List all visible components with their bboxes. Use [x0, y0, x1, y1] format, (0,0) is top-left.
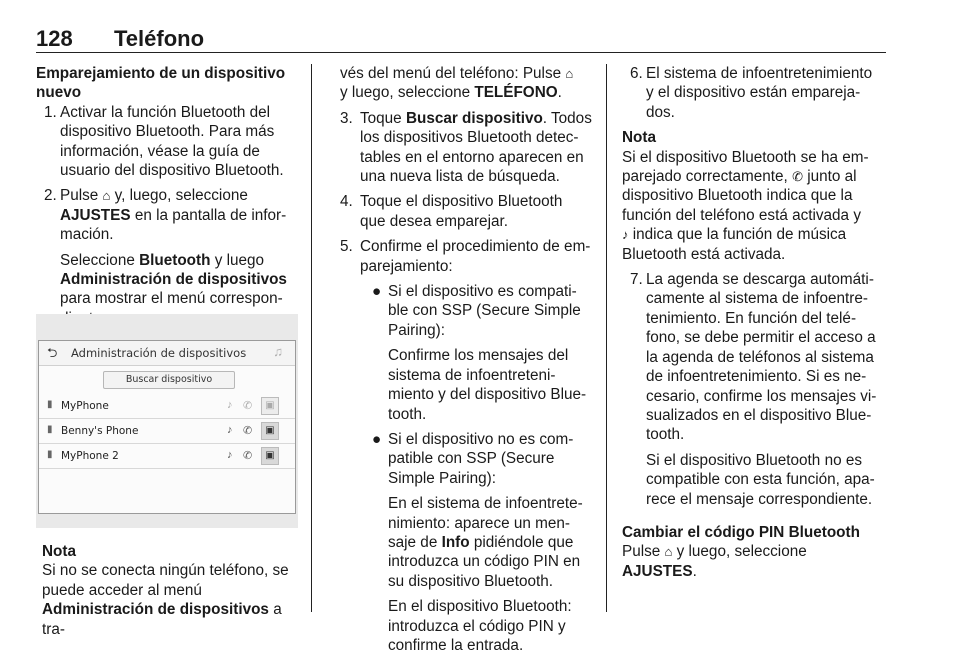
- screen-title: Administración de dispositivos: [71, 346, 247, 360]
- call-icon: ✆: [243, 400, 253, 412]
- device-management-screenshot: [36, 314, 298, 528]
- call-icon: ✆: [243, 425, 253, 437]
- music-icon: ♪: [622, 227, 629, 243]
- note-label: Nota: [622, 129, 656, 147]
- bullet-item: ● Si el dispositivo no es com- patible con SSP (Secure Simple Pairing):: [372, 430, 574, 487]
- list-item: 2. Pulse ⌂ y, luego, seleccione AJUSTES en la pantalla de infor- mación.: [44, 187, 287, 244]
- home-icon: ⌂: [102, 188, 111, 204]
- music-icon: ♪: [227, 424, 233, 436]
- search-device-button: Buscar dispositivo: [103, 371, 235, 389]
- paragraph: Confirme los mensajes del sistema de infoentreteni- miento y del dispositivo Blue- tooth.: [388, 347, 587, 423]
- delete-icon: ▣: [261, 422, 279, 440]
- list-item: 4. Toque el dispositivo Bluetooth que desea emparejar.: [340, 193, 563, 230]
- note-text: Si el dispositivo Bluetooth se ha em- parejado correctamente, ✆ junto al dispositivo Bluetooth indica que la función del teléfono está activada y ♪ indica que la función de música Bluetooth está activada.: [622, 148, 869, 263]
- phone-icon: ▮: [47, 424, 53, 435]
- device-row: ▮ Benny's Phone ♪ ✆ ▣: [39, 420, 295, 444]
- list-item: 3. Toque Buscar dispositivo. Todos los dispositivos Bluetooth detec- tables en el entorno aparecen en una nueva lista de búsqueda.: [340, 109, 592, 186]
- delete-icon: ▣: [261, 447, 279, 465]
- home-icon: ⌂: [565, 66, 574, 81]
- paragraph: En el sistema de infoentrete- nimiento: aparece un men- saje de Info pidiéndole que introduzca un código PIN en su dispositivo Bluetooth.: [388, 495, 583, 590]
- delete-icon: ▣: [261, 397, 279, 415]
- section-heading: Emparejamiento de un dispositivo nuevo: [36, 65, 286, 102]
- music-icon: ♪: [227, 449, 233, 461]
- list-item: 6. El sistema de infoentretenimiento y el dispositivo están empareja- dos.: [630, 65, 873, 121]
- paragraph: Pulse ⌂ y luego, seleccione AJUSTES.: [622, 543, 807, 580]
- device-row: ▮ MyPhone 2 ♪ ✆ ▣: [39, 445, 295, 469]
- page-title: Teléfono: [114, 26, 205, 51]
- screen-title-bar: [39, 341, 295, 366]
- phone-icon: ▮: [47, 399, 53, 410]
- home-icon: ⌂: [664, 544, 673, 560]
- note-text: Si no se conecta ningún teléfono, se puede acceder al menú Administración de dispositivos a tra-: [42, 562, 289, 638]
- column-divider-1: [311, 64, 312, 612]
- paragraph: vés del menú del teléfono: Pulse ⌂ y luego, seleccione TELÉFONO.: [340, 65, 574, 102]
- column-2: [340, 64, 602, 655]
- note-block: [42, 542, 304, 639]
- screen: [38, 340, 296, 514]
- note-label: Nota: [42, 543, 76, 560]
- header-rule: [36, 52, 886, 53]
- column-3: [622, 64, 890, 581]
- section-heading: Cambiar el código PIN Bluetooth: [622, 523, 860, 541]
- bullet-item: ● Si el dispositivo es compati- ble con SSP (Secure Simple Pairing):: [372, 283, 581, 339]
- device-row: ▮ MyPhone ♪ ✆ ▣: [39, 395, 295, 419]
- back-icon: ⮌: [47, 345, 58, 360]
- music-note-icon: ♫: [273, 344, 283, 359]
- list-item: 5. Confirme el procedimiento de em- parejamiento:: [340, 238, 591, 275]
- column-1: [36, 64, 302, 328]
- phone-icon: ✆: [792, 169, 803, 185]
- call-icon: ✆: [243, 450, 253, 462]
- list-item: 7. La agenda se descarga automáti- camente al sistema de infoentre- tenimiento. En función del telé- fono, se debe permitir el acceso a la agenda de teléfonos al sistema de infoentretenimiento. Si es ne- cesario, confirme los mensajes vi- sualizados en el dispositivo Blue- tooth.: [630, 271, 877, 444]
- bullet: ●: [372, 283, 382, 301]
- phone-icon: ▮: [47, 449, 53, 460]
- paragraph: Si el dispositivo Bluetooth no es compatible con esta función, apa- rece el mensaje correspondiente.: [646, 451, 875, 508]
- music-icon: ♪: [227, 399, 233, 411]
- paragraph: Seleccione Bluetooth y luego Administración de dispositivos para mostrar el menú correspon-: [60, 251, 287, 308]
- bullet: ●: [372, 430, 382, 448]
- page-number: 128: [36, 26, 73, 51]
- column-divider-2: [606, 64, 607, 612]
- paragraph: En el dispositivo Bluetooth: introduzca el código PIN y confirme la entrada.: [388, 598, 572, 654]
- list-item: 1. Activar la función Bluetooth del dispositivo Bluetooth. Para más información, véase la guía de usuario del dispositivo Bluetooth.: [44, 103, 284, 180]
